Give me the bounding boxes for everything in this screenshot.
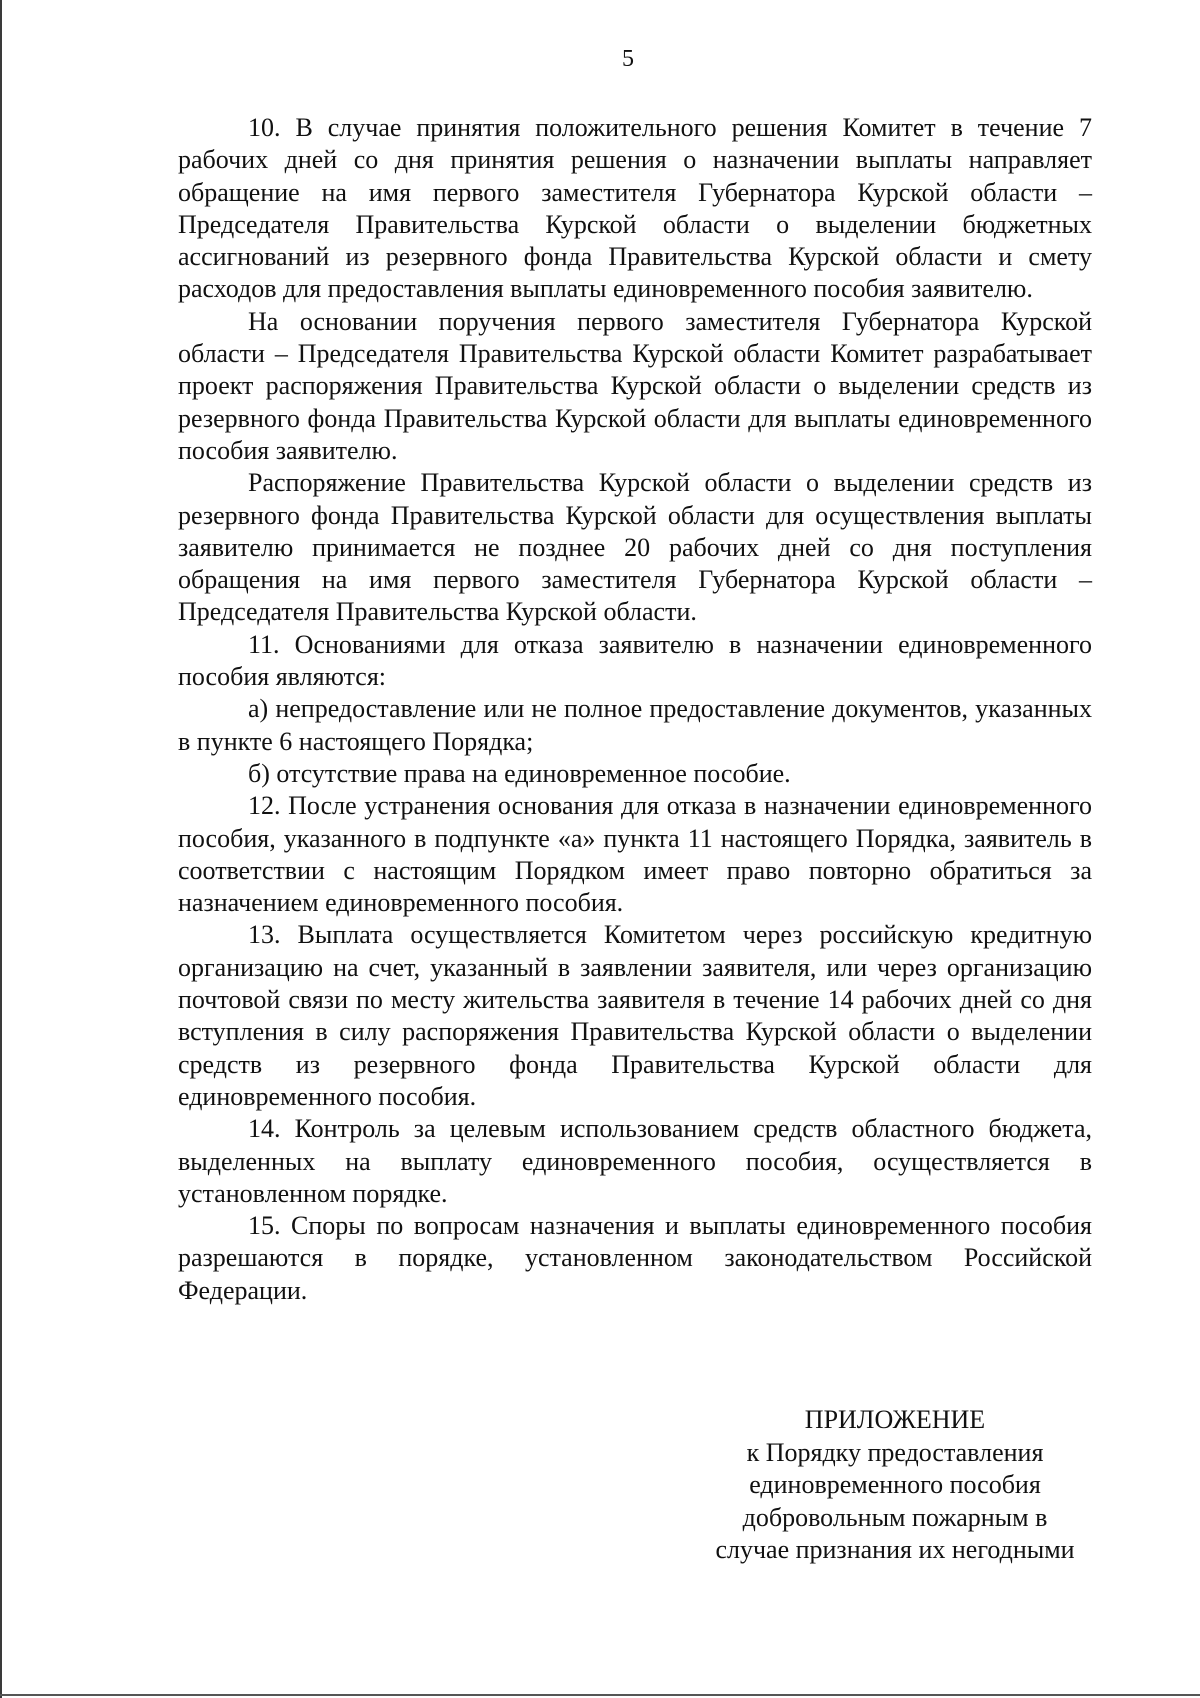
appendix-line: случае признания их негодными [715, 1535, 1075, 1564]
appendix-line: к Порядку предоставления [746, 1437, 1044, 1467]
paragraph-10-order: Распоряжение Правительства Курской области о выделении средств из резервного фонда Правительства Курской области для осуществления выплаты заявителю принимается не позднее 20 рабочих дней со дня поступления обращения на имя первого заместителя Губернатора Курской области – Председателя Правительства Курской области. [178, 468, 1092, 627]
scan-border-bottom [0, 1694, 1200, 1696]
page-number: 5 [622, 46, 634, 72]
paragraph-12: 12. После устранения основания для отказа в назначении единовременного пособия, указанного в подпункте «а» пункта 11 настоящего Порядка, заявитель в соответствии с настоящим Порядком имеет право повторно обратиться за назначением единовременного пособия. [178, 791, 1092, 918]
document-body [178, 112, 1092, 1307]
appendix-title: ПРИЛОЖЕНИЕ [804, 1405, 986, 1434]
paragraph-11-b: б) отсутствие права на единовременное пособие. [248, 758, 791, 788]
scan-border-left [0, 0, 2, 1698]
appendix-line: добровольным пожарным в [742, 1502, 1048, 1532]
paragraph-15: 15. Споры по вопросам назначения и выплаты единовременного пособия разрешаются в порядке, установленном законодательством Российской Федерации. [178, 1211, 1092, 1305]
paragraph-11: 11. Основаниями для отказа заявителю в назначении единовременного пособия являются: [178, 629, 1092, 692]
appendix-header [690, 1404, 1100, 1567]
paragraph-10-instruction: На основании поручения первого заместителя Губернатора Курской области – Председателя Правительства Курской области Комитет разрабатывает проект распоряжения Правительства Курской области о выделении средств из резервного фонда Правительства Курской области для выплаты единовременного пособия заявителю. [178, 306, 1092, 465]
paragraph-10: 10. В случае принятия положительного решения Комитет в течение 7 рабочих дней со дня принятия решения о назначении выплаты направляет обращение на имя первого заместителя Губернатора Курской области – Председателя Правительства Курской области о выделении бюджетных ассигнований из резервного фонда Правительства Курской области и смету расходов для предоставления выплаты единовременного пособия заявителю. [178, 113, 1092, 304]
appendix-line: единовременного пособия [749, 1470, 1041, 1499]
paragraph-11-a: а) непредоставление или не полное предоставление документов, указанных в пункте 6 настоящего Порядка; [178, 694, 1092, 756]
paragraph-14: 14. Контроль за целевым использованием средств областного бюджета, выделенных на выплату единовременного пособия, осуществляется в установленном порядке. [178, 1114, 1092, 1208]
paragraph-13: 13. Выплата осуществляется Комитетом через российскую кредитную организацию на счет, указанный в заявлении заявителя, или через организацию почтовой связи по месту жительства заявителя в течение 14 рабочих дней со дня вступления в силу распоряжения Правительства Курской области о выделении средств из резервного фонда Правительства Курской области для единовременного пособия. [178, 920, 1092, 1111]
